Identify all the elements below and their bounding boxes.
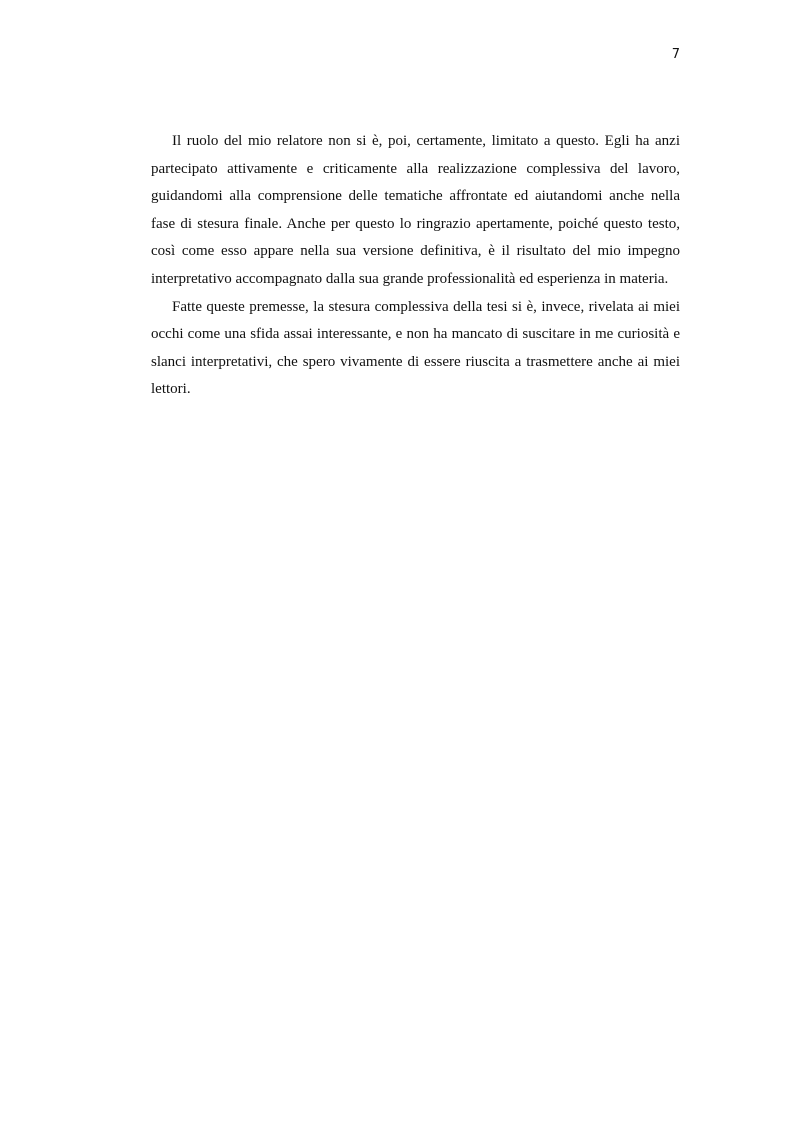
page-number: 7 bbox=[671, 47, 680, 62]
body-text bbox=[151, 128, 680, 404]
paragraph-1: Il ruolo del mio relatore non si è, poi, certamente, limitato a questo. Egli ha anzi partecipato attivamente e criticamente alla realizzazione complessiva del lavoro, guidandomi alla comprensione delle tematiche affrontate ed aiutandomi anche nella fase di stesura finale. Anche per questo lo ringrazio apertamente, poiché questo testo, così come esso appare nella sua versione definitiva, è il risultato del mio impegno interpretativo accompagnato dalla sua grande professionalità ed esperienza in materia. bbox=[151, 133, 680, 287]
paragraph-2: Fatte queste premesse, la stesura complessiva della tesi si è, invece, rivelata ai miei occhi come una sfida assai interessante, e non ha mancato di suscitare in me curiosità e slanci interpretativi, che spero vivamente di essere riuscita a trasmettere anche ai miei lettori. bbox=[151, 298, 680, 398]
